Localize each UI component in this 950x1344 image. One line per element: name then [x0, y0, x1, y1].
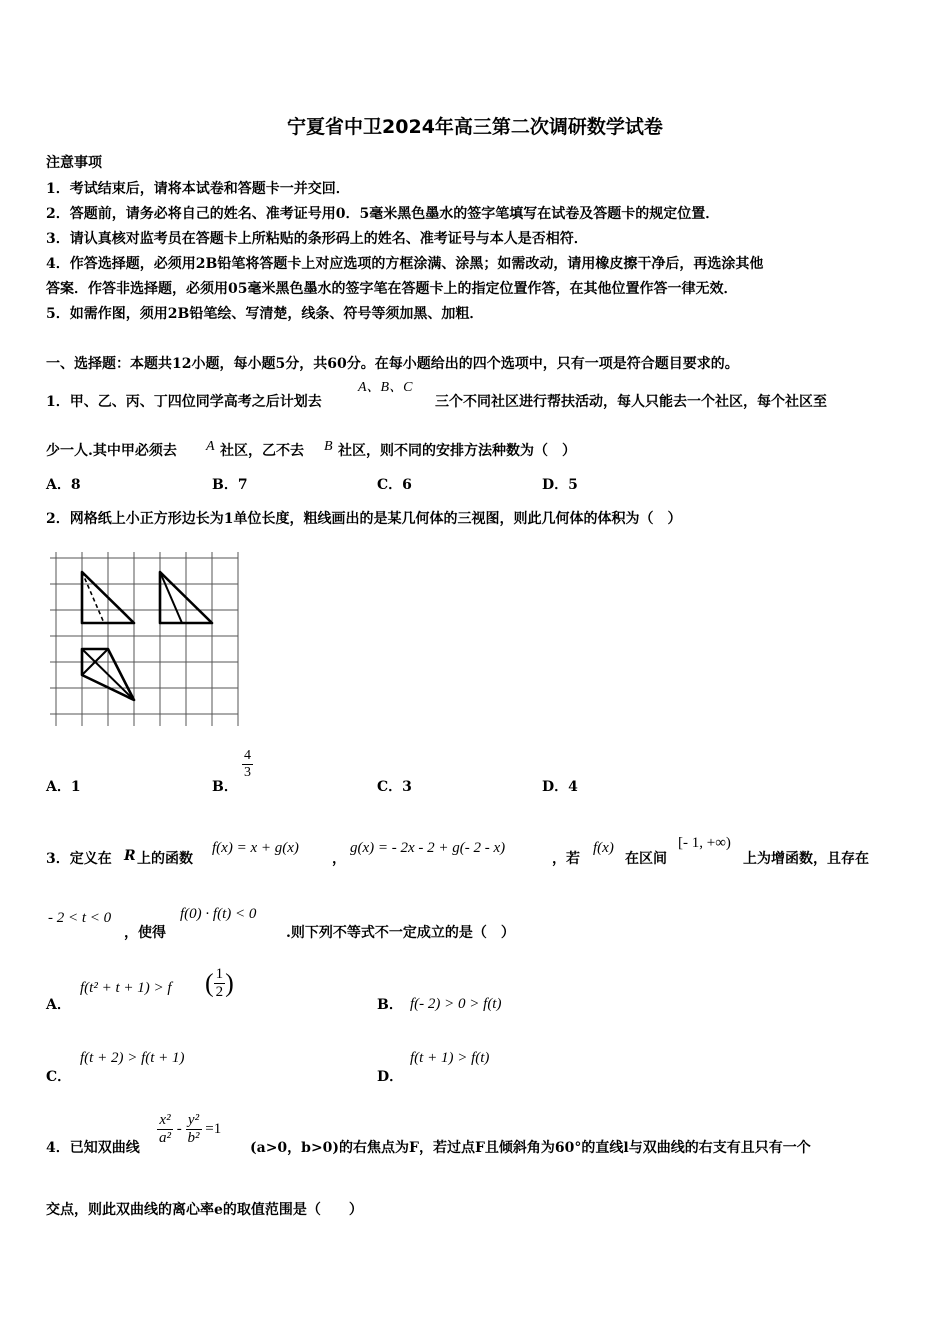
- q3-option-b[interactable]: B．: [377, 997, 403, 1013]
- q1-text: 社区，则不同的安排方法种数为（ ）: [338, 443, 576, 459]
- q3-fx: f(x): [593, 840, 614, 856]
- q1-text: 社区，乙不去: [220, 443, 304, 459]
- q4-text: (a>0，b>0)的右焦点为F，若过点F且倾斜角为60°的直线l与双曲线的右支有且只有一个: [250, 1140, 811, 1156]
- q3-text: 上的函数: [137, 851, 193, 867]
- q2-option-b-value: $\frac{4}{3}$: [244, 748, 251, 780]
- q1-option-d[interactable]: D．5: [542, 477, 578, 493]
- q4-text: 4．已知双曲线: [46, 1140, 140, 1156]
- hidden-edge: [82, 572, 104, 623]
- note-item: 1．考试结束后，请将本试卷和答题卡一并交回．: [46, 181, 350, 197]
- q1-symbol: A: [206, 439, 215, 454]
- note-item: 5．如需作图，须用2B铅笔绘、写清楚，线条、符号等须加黑、加粗．: [46, 306, 484, 322]
- side-edge: [160, 572, 182, 623]
- q3-option-d[interactable]: D．: [377, 1069, 404, 1085]
- q1-option-a[interactable]: A．8: [46, 477, 81, 493]
- q3-text: .则下列不等式不一定成立的是（ ）: [286, 925, 515, 941]
- q3-text: ，: [332, 851, 346, 867]
- note-item: 2．答题前，请务必将自己的姓名、准考证号用0．5毫米黑色墨水的签字笔填写在试卷及答题卡的规定位置．: [46, 206, 720, 222]
- notes-heading: 注意事项: [46, 155, 102, 171]
- q3-text: ，若: [552, 851, 580, 867]
- three-view-figure: [48, 548, 244, 732]
- page-title: 宁夏省中卫2024年高三第二次调研数学试卷: [287, 116, 663, 138]
- q1-text: 三个不同社区进行帮扶活动，每人只能去一个社区，每个社区至: [435, 394, 827, 410]
- q3-text: 在区间: [625, 851, 667, 867]
- q4-text: 交点，则此双曲线的离心率e的取值范围是（ ）: [46, 1202, 363, 1218]
- q1-option-c[interactable]: C．6: [377, 477, 412, 493]
- q1-letters: A、B、C: [358, 380, 413, 395]
- q1-text: 少一人.其中甲必须去: [46, 443, 177, 459]
- q2-text: 2．网格纸上小正方形边长为1单位长度，粗线画出的是某几何体的三视图，则此几何体的体积为（ ）: [46, 511, 682, 527]
- q3-condition: - 2 < t < 0: [48, 910, 112, 926]
- q3-text: 3．定义在: [46, 851, 112, 867]
- q3-text: 上为增函数，且存在: [743, 851, 869, 867]
- q2-option-d[interactable]: D．4: [542, 779, 578, 795]
- grid-lines: [50, 552, 238, 726]
- q3-option-a-formula: f(t² + t + 1) > f: [80, 980, 172, 996]
- q1-option-b[interactable]: B．7: [212, 477, 248, 493]
- q3-product: f(0) · f(t) < 0: [180, 906, 257, 922]
- q3-option-b-formula: f(- 2) > 0 > f(t): [410, 996, 502, 1012]
- q1-text: 1．甲、乙、丙、丁四位同学高考之后计划去: [46, 394, 322, 410]
- note-item: 答案．作答非选择题，必须用05毫米黑色墨水的签字笔在答题卡上的指定位置作答，在其他位置作答一律无效．: [46, 281, 738, 297]
- q3-text: ，使得: [124, 925, 166, 941]
- q3-option-d-formula: f(t + 1) > f(t): [410, 1050, 490, 1066]
- note-item: 4．作答选择题，必须用2B铅笔将答题卡上对应选项的方框涂满、涂黑；如需改动，请用橡皮擦干净后，再选涂其他: [46, 256, 764, 272]
- q3-interval: [- 1, +∞): [678, 835, 731, 851]
- note-item: 3．请认真核对监考员在答题卡上所粘贴的条形码上的姓名、准考证号与本人是否相符．: [46, 231, 588, 247]
- section-heading: 一、选择题：本题共12小题，每小题5分，共60分。在每小题给出的四个选项中，只有一项是符合题目要求的。: [46, 356, 739, 372]
- q2-option-b[interactable]: B．: [212, 779, 238, 795]
- q2-option-c[interactable]: C．3: [377, 779, 412, 795]
- q2-option-a[interactable]: A．1: [46, 779, 81, 795]
- q3-symbol-r: R: [124, 848, 136, 864]
- q3-formula-g: g(x) = - 2x - 2 + g(- 2 - x): [350, 840, 506, 856]
- q3-option-c-formula: f(t + 2) > f(t + 1): [80, 1050, 185, 1066]
- q3-option-c[interactable]: C．: [46, 1069, 72, 1085]
- q3-formula-f: f(x) = x + g(x): [212, 840, 299, 856]
- q1-symbol: B: [324, 439, 333, 454]
- q3-option-a-fraction: ( $\frac{1}{2}$ ): [205, 966, 234, 1000]
- q3-option-a[interactable]: A．: [46, 997, 71, 1013]
- q4-hyperbola-equation: $\frac{\text{x²}}{\text{a²}}$ - $\frac{\text{y²}}{\text{b²}}$ =1: [159, 1112, 222, 1146]
